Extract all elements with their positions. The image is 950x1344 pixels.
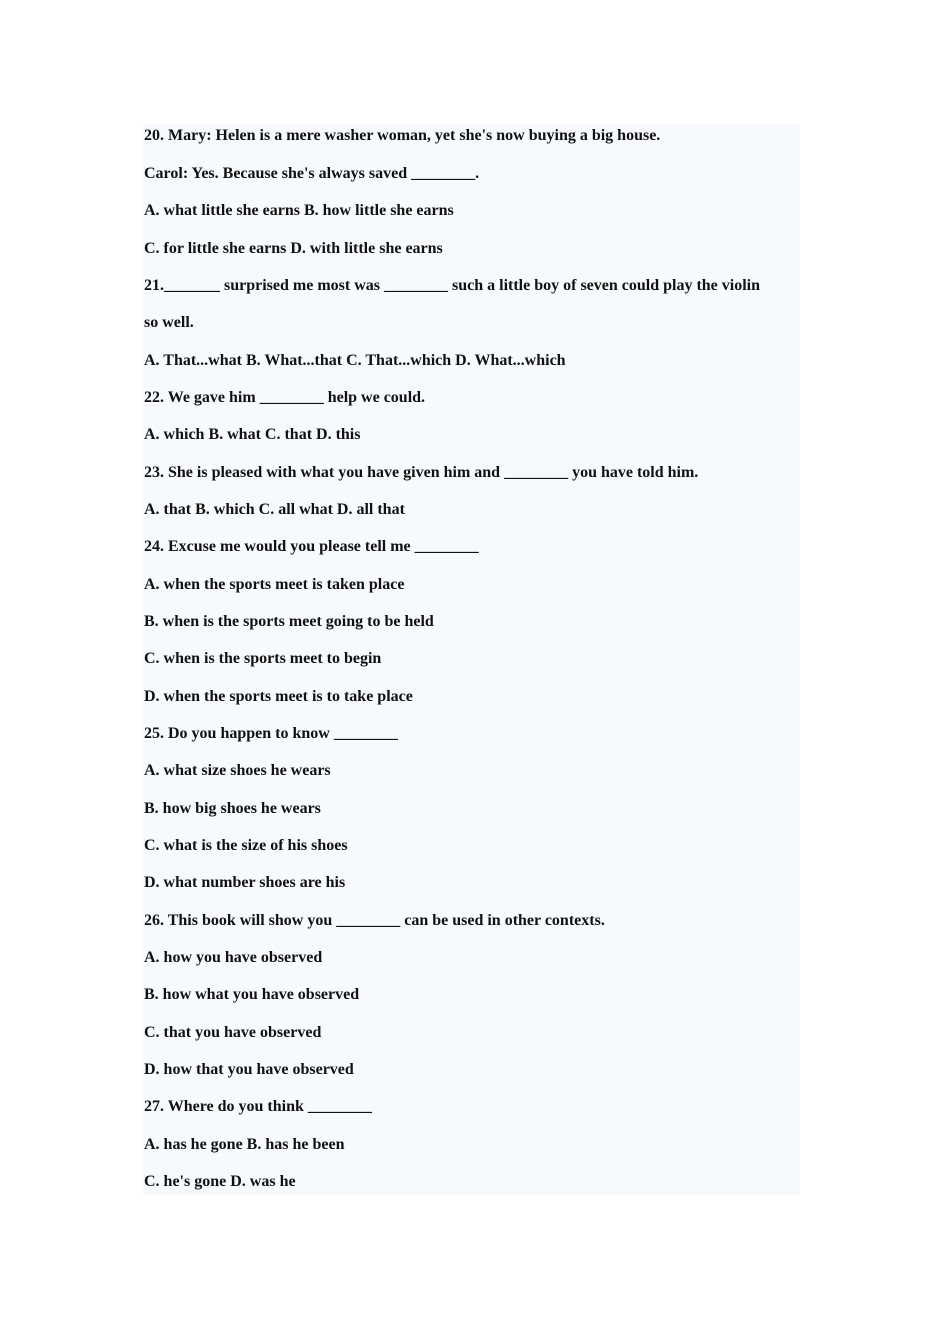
question-25-option-b: B. how big shoes he wears xyxy=(144,800,321,817)
question-26-option-d: D. how that you have observed xyxy=(144,1061,354,1078)
question-22-options: A. which B. what C. that D. this xyxy=(144,426,361,443)
question-26-option-c: C. that you have observed xyxy=(144,1024,322,1041)
question-24-option-b: B. when is the sports meet going to be held xyxy=(144,613,434,630)
question-22-stem: 22. We gave him ________ help we could. xyxy=(144,389,426,406)
question-25-option-a: A. what size shoes he wears xyxy=(144,762,331,779)
question-21-options: A. That...what B. What...that C. That...which D. What...which xyxy=(144,352,566,369)
question-24-option-a: A. when the sports meet is taken place xyxy=(144,576,405,593)
question-26-option-b: B. how what you have observed xyxy=(144,986,360,1003)
question-25-stem: 25. Do you happen to know ________ xyxy=(144,725,398,742)
question-23-options: A. that B. which C. all what D. all that xyxy=(144,501,405,518)
question-20-options-ab: A. what little she earns B. how little she earns xyxy=(144,202,454,219)
question-26-option-a: A. how you have observed xyxy=(144,949,323,966)
question-20-dialogue: Carol: Yes. Because she's always saved ________. xyxy=(144,165,480,182)
question-20-stem: 20. Mary: Helen is a mere washer woman, yet she's now buying a big house. xyxy=(144,127,661,144)
question-27-options-cd: C. he's gone D. was he xyxy=(144,1173,296,1190)
question-26-stem: 26. This book will show you ________ can be used in other contexts. xyxy=(144,912,605,929)
question-20-options-cd: C. for little she earns D. with little she earns xyxy=(144,240,443,257)
question-21-stem: 21._______ surprised me most was ________ such a little boy of seven could play the violin xyxy=(144,277,761,294)
question-24-stem: 24. Excuse me would you please tell me ________ xyxy=(144,538,479,555)
question-25-option-d: D. what number shoes are his xyxy=(144,874,346,891)
question-24-option-c: C. when is the sports meet to begin xyxy=(144,650,382,667)
question-21-stem-cont: so well. xyxy=(144,314,194,331)
document-text-block xyxy=(143,124,800,1195)
question-27-options-ab: A. has he gone B. has he been xyxy=(144,1136,345,1153)
question-24-option-d: D. when the sports meet is to take place xyxy=(144,688,413,705)
question-23-stem: 23. She is pleased with what you have given him and ________ you have told him. xyxy=(144,464,699,481)
question-25-option-c: C. what is the size of his shoes xyxy=(144,837,348,854)
question-27-stem: 27. Where do you think ________ xyxy=(144,1098,372,1115)
